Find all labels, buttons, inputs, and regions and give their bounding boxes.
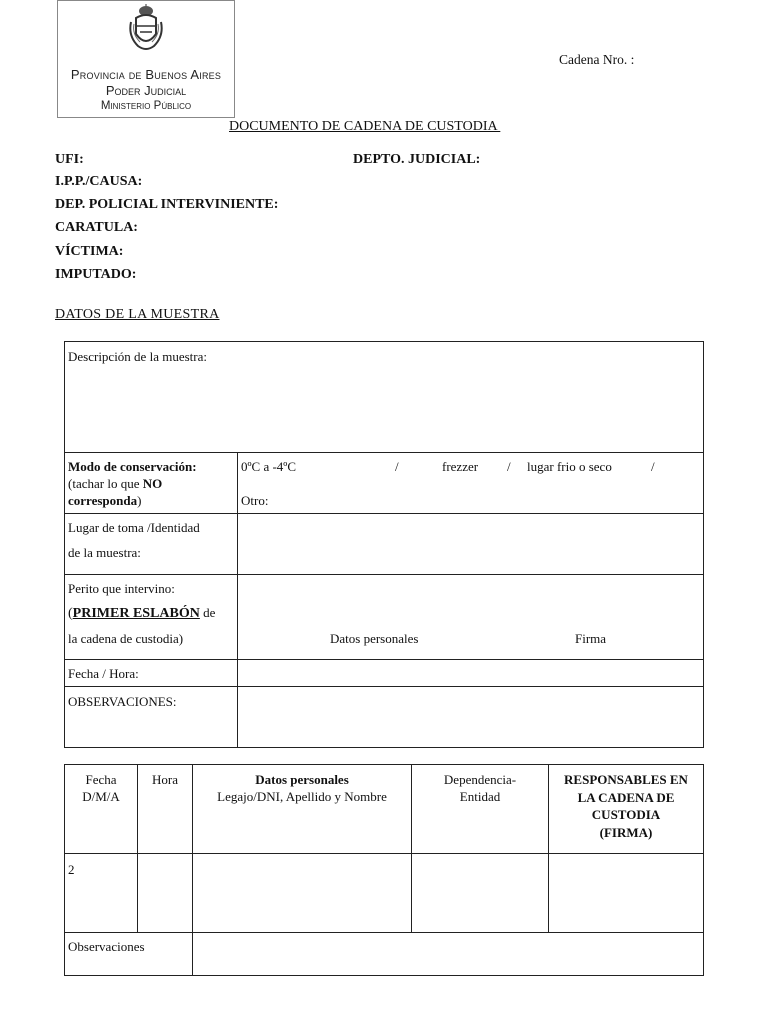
col-header-responsables [549,771,703,841]
lugar-toma-label-2: de la muestra: [68,545,141,560]
document-title: DOCUMENTO DE CADENA DE CUSTODIA [229,119,501,134]
field-ufi: UFI: [55,152,84,167]
option-otro: Otro: [241,493,269,508]
instruction-close: ) [137,492,142,508]
option-separator: / [651,459,655,474]
option-frezzer: frezzer [442,459,479,474]
observaciones-label: OBSERVACIONES: [68,694,177,709]
field-imputado: IMPUTADO: [55,267,137,282]
col-header-responsables-4: (FIRMA) [599,824,653,840]
instruction-text: (tachar lo que [68,475,143,491]
instruction-corresponda: corresponda [68,492,138,508]
perito-label-3: la cadena de custodia) [68,631,184,646]
col-header-datos-1: Datos personales [255,772,349,787]
fecha-hora-label: Fecha / Hora: [68,666,139,681]
logo-line-provincia: Provincia de Buenos Aires [70,67,222,82]
col-header-dependencia [412,772,548,806]
col-header-dependencia-2: Entidad [459,788,501,804]
conservation-mode-instruction-end [68,493,236,510]
option-separator: / [507,459,511,474]
cadena-number-label: Cadena Nro. : [559,52,635,67]
firma-label: Firma [575,631,607,646]
perito-de: de [199,605,216,620]
option-0-4-c: 0ºC a -4ºC [241,459,297,474]
chain-row-number: 2 [68,862,75,877]
option-lugar-frio: lugar frio o seco [527,459,612,474]
col-header-responsables-3: CUSTODIA [591,807,661,823]
logo-line-poder: Poder Judicial [105,83,187,98]
col-header-fecha-1: Fecha [85,772,117,787]
field-dep-policial: DEP. POLICIAL INTERVINIENTE: [55,197,279,212]
col-header-datos-2: Legajo/DNI, Apellido y Nombre [217,788,387,804]
col-header-responsables-2: LA CADENA DE [577,789,675,805]
conservation-mode-instruction [68,476,236,493]
perito-primer-eslabon: PRIMER ESLABÓN [72,606,200,621]
col-header-fecha [65,772,137,806]
col-header-dependencia-1: Dependencia- [443,772,517,787]
perito-label-1: Perito que intervino: [68,581,175,596]
field-depto-judicial: DEPTO. JUDICIAL: [353,152,481,167]
field-ipp-causa: I.P.P./CAUSA: [55,174,143,189]
col-header-fecha-2: D/M/A [82,788,120,804]
perito-open-paren: ( [68,606,73,621]
option-separator: / [395,459,399,474]
col-header-responsables-1: RESPONSABLES EN [564,772,688,787]
field-victima: VÍCTIMA: [55,244,124,259]
datos-personales-label: Datos personales [330,631,419,646]
conservation-mode-label: Modo de conservación: [68,459,197,474]
logo-line-ministerio: Ministerio Público [100,100,192,112]
lugar-toma-label-1: Lugar de toma /Identidad [68,520,200,535]
instruction-no: NO [142,475,163,491]
conservation-mode-cell [68,459,236,510]
section-title-datos-muestra: DATOS DE LA MUESTRA [55,307,220,322]
field-caratula: CARATULA: [55,220,138,235]
sample-description-label: Descripción de la muestra: [68,349,207,364]
perito-label-2 [68,605,215,623]
chain-observaciones-label: Observaciones [68,939,145,954]
col-header-datos [193,772,411,806]
col-header-hora: Hora [152,772,178,787]
